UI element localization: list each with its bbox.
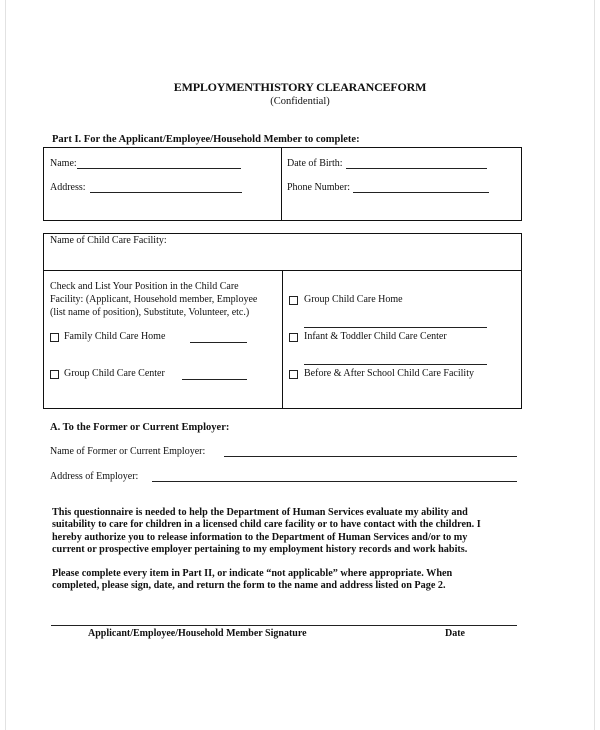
- infant-toddler-center-checkbox[interactable]: [289, 333, 298, 342]
- questionnaire-paragraph: [52, 507, 481, 556]
- applicant-info-box: [43, 147, 522, 221]
- applicant-box-divider: [281, 147, 282, 221]
- form-subtitle: (Confidential): [270, 96, 330, 107]
- facility-box-col-divider: [282, 270, 283, 409]
- facility-name-label: Name of Child Care Facility:: [50, 235, 167, 246]
- group-child-care-center-label: Group Child Care Center: [64, 368, 165, 379]
- group-child-care-home-label: Group Child Care Home: [304, 294, 403, 305]
- position-instructions-line-2: Facility: (Applicant, Household member, Employee: [50, 294, 258, 305]
- questionnaire-line-3: hereby authorize you to release information to the Department of Human Services and/or to my: [52, 531, 468, 543]
- address-label: Address:: [50, 182, 86, 193]
- position-instructions-line-3: (list name of position), Substitute, Volunteer, etc.): [50, 307, 250, 318]
- employer-name-label: Name of Former or Current Employer:: [50, 446, 206, 457]
- form-title: EMPLOYMENTHISTORY CLEARANCEFORM: [173, 80, 427, 94]
- name-field[interactable]: [77, 168, 241, 169]
- date-label: Date: [445, 628, 465, 639]
- infant-toddler-center-label: Infant & Toddler Child Care Center: [304, 331, 447, 342]
- dob-label: Date of Birth:: [287, 158, 343, 169]
- family-child-care-home-position-field[interactable]: [190, 342, 247, 343]
- group-child-care-home-checkbox[interactable]: [289, 296, 298, 305]
- group-child-care-home-position-field[interactable]: [304, 327, 487, 328]
- before-after-school-label: Before & After School Child Care Facility: [304, 368, 474, 379]
- name-label: Name:: [50, 158, 77, 169]
- dob-field[interactable]: [346, 168, 487, 169]
- instructions-line-2: completed, please sign, date, and return the form to the name and address listed on Page 2.: [52, 580, 446, 592]
- instructions-line-1: Please complete every item in Part II, or indicate “not applicable” where appropriate. When: [52, 568, 453, 579]
- address-field[interactable]: [90, 192, 242, 193]
- before-after-school-checkbox[interactable]: [289, 370, 298, 379]
- group-child-care-center-position-field[interactable]: [182, 379, 247, 380]
- family-child-care-home-checkbox[interactable]: [50, 333, 59, 342]
- page-right-edge: [594, 0, 595, 730]
- infant-toddler-center-position-field[interactable]: [304, 364, 487, 365]
- position-instructions-line-1: Check and List Your Position in the Child Care: [50, 281, 239, 292]
- signature-line[interactable]: [51, 625, 517, 626]
- part1-heading: Part I. For the Applicant/Employee/Household Member to complete:: [52, 134, 360, 145]
- phone-label: Phone Number:: [287, 182, 351, 193]
- page-left-edge: [5, 0, 6, 730]
- employer-address-label: Address of Employer:: [50, 471, 139, 482]
- phone-field[interactable]: [353, 192, 489, 193]
- employer-heading: A. To the Former or Current Employer:: [50, 422, 230, 433]
- family-child-care-home-label: Family Child Care Home: [64, 331, 166, 342]
- signature-label: Applicant/Employee/Household Member Signature: [88, 628, 307, 639]
- questionnaire-line-1: This questionnaire is needed to help the Department of Human Services evaluate my ability and: [52, 507, 468, 518]
- instructions-paragraph: [52, 568, 452, 593]
- questionnaire-line-2: suitability to care for children in a licensed child care facility or to have contact with the children. I: [52, 519, 481, 531]
- group-child-care-center-checkbox[interactable]: [50, 370, 59, 379]
- employer-address-field[interactable]: [152, 481, 517, 482]
- employer-name-field[interactable]: [224, 456, 517, 457]
- questionnaire-line-4: current or prospective employer pertaining to my employment history records and work habits.: [52, 543, 468, 555]
